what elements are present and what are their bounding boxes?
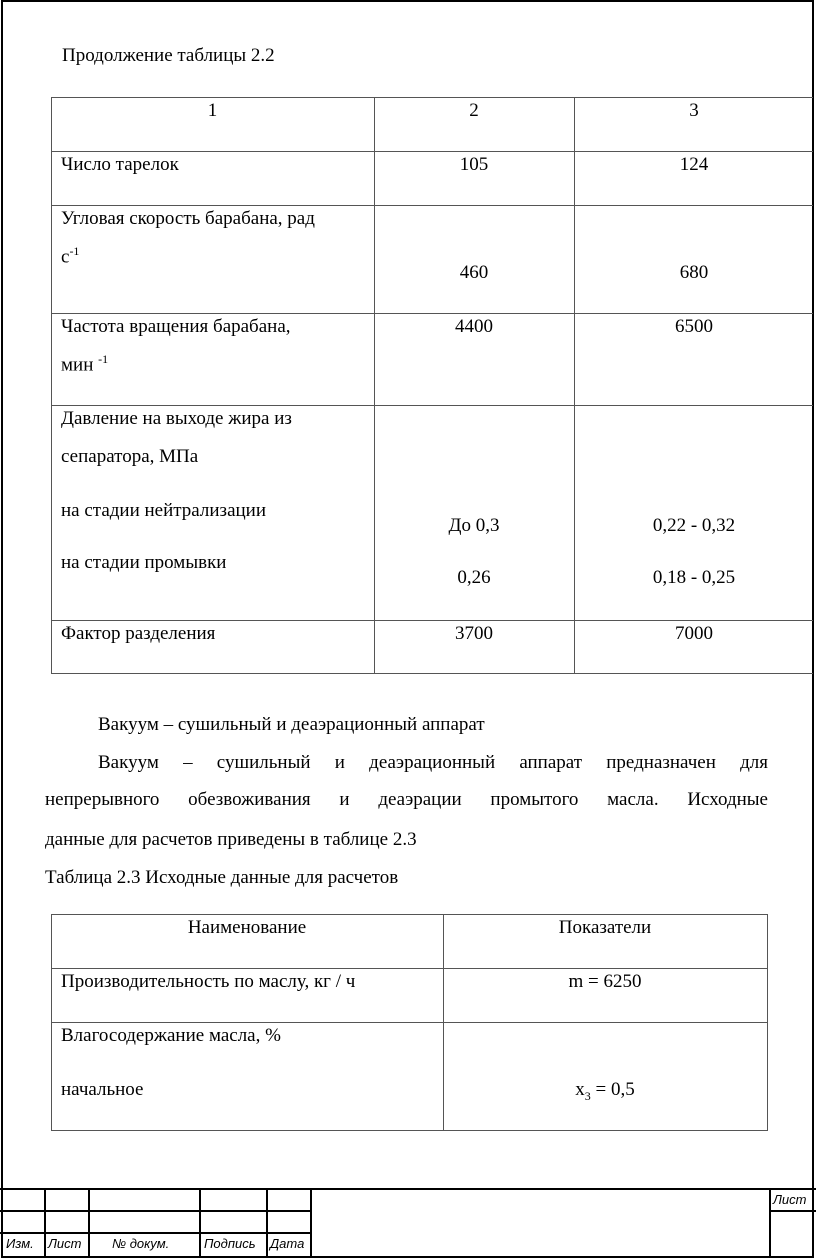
table-caption: Таблица 2.3 Исходные данные для расчетов <box>45 867 399 888</box>
row-name: Производительность по маслу, кг / ч <box>61 971 356 992</box>
cell-value: 0,26 <box>457 567 491 588</box>
cell-value: 680 <box>679 262 709 283</box>
stamp-date-label: Дата <box>270 1236 305 1251</box>
paragraph-line: непрерывного обезвоживания и деаэрации промытого масла. Исходные <box>45 789 768 810</box>
cell-value: 3700 <box>455 623 493 644</box>
cell-value: 7000 <box>675 623 713 644</box>
cell-value: 460 <box>459 262 489 283</box>
row-subname: на стадии нейтрализации <box>61 500 267 521</box>
cell-value: 105 <box>459 154 489 175</box>
header-col-1: 1 <box>207 100 218 121</box>
cell-value: m = 6250 <box>568 971 642 992</box>
section-heading: Вакуум – сушильный и деаэрационный аппарат <box>98 714 485 735</box>
stamp-izm-label: Изм. <box>6 1236 34 1251</box>
cell-value: До 0,3 <box>448 515 500 536</box>
paragraph-line: данные для расчетов приведены в таблице 2.3 <box>45 829 417 850</box>
row-name: сепаратора, МПа <box>61 446 199 467</box>
row-name: Число тарелок <box>61 154 179 175</box>
header-value: Показатели <box>558 917 652 938</box>
header-col-3: 3 <box>689 100 699 121</box>
row-subname: на стадии промывки <box>61 552 227 573</box>
row-name: Давление на выходе жира из <box>61 408 292 429</box>
stamp-sheet-label: Лист <box>773 1192 807 1207</box>
cell-value: $x_3 = 0,5$ <box>575 1079 635 1103</box>
table-continuation-title: Продолжение таблицы 2.2 <box>62 45 275 66</box>
row-name: Угловая скорость барабана, рад <box>61 208 315 229</box>
header-col-2: 2 <box>469 100 479 121</box>
cell-value: 124 <box>679 154 709 175</box>
row-name: Влагосодержание масла, % <box>61 1025 281 1046</box>
cell-value: 6500 <box>675 316 713 337</box>
paragraph-line: Вакуум – сушильный и деаэрационный аппарат предназначен для <box>98 752 768 773</box>
cell-value: 0,22 - 0,32 <box>652 515 736 536</box>
cell-value: 0,18 - 0,25 <box>652 567 736 588</box>
row-name: Частота вращения барабана, <box>61 316 291 337</box>
row-name-unit: $с^{-1}$ <box>61 244 80 268</box>
stamp-doc-label: № докум. <box>112 1236 170 1251</box>
row-name: Фактор разделения <box>61 623 216 644</box>
stamp-list-label: Лист <box>48 1236 82 1251</box>
row-name-unit: мин $^{-1}$ <box>61 352 109 376</box>
row-subname: начальное <box>61 1079 144 1100</box>
cell-value: 4400 <box>455 316 493 337</box>
stamp-sign-label: Подпись <box>204 1236 256 1251</box>
header-name: Наименование <box>187 917 307 938</box>
